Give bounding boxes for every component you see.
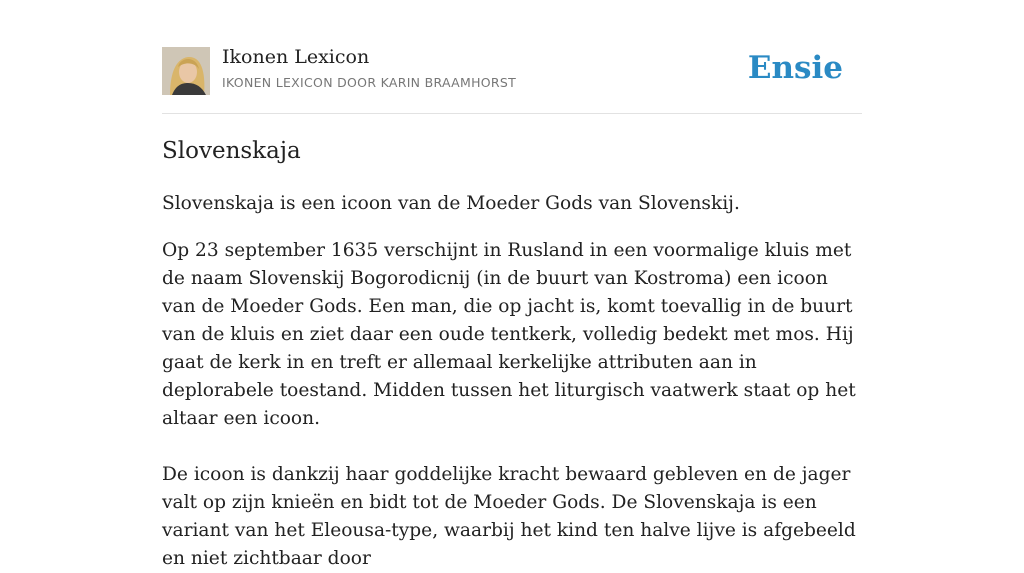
article-page	[162, 0, 862, 569]
author-avatar[interactable]	[162, 47, 210, 95]
author-subtitle[interactable]: IKONEN LEXICON DOOR KARIN BRAAMHORST	[222, 75, 517, 90]
article-header	[162, 0, 862, 114]
article-body	[162, 190, 862, 573]
author-portrait-icon	[162, 47, 210, 95]
ensie-logo[interactable]: Ensie	[747, 50, 843, 86]
article-title: Slovenskaja	[162, 138, 301, 164]
article-paragraph: De icoon is dankzij haar goddelijke kracht bewaard gebleven en de jager valt op zijn knieën en bidt tot de Moeder Gods. De Slovenskaja is een variant van het Eleousa-type, waarbij het kind ten halve lijve is afgebeeld en niet zichtbaar door	[162, 464, 856, 569]
article-lede: Slovenskaja is een icoon van de Moeder Gods van Slovenskij.	[162, 193, 740, 214]
paragraph-spacer	[162, 433, 862, 461]
author-name[interactable]: Ikonen Lexicon	[222, 46, 370, 68]
article-paragraph: Op 23 september 1635 verschijnt in Rusland in een voormalige kluis met de naam Slovenskij Bogorodicnij (in de buurt van Kostroma) een icoon van de Moeder Gods. Een man, die op jacht is, komt toevallig in de buurt van de kluis en ziet daar een oude tentkerk, volledig bedekt met mos. Hij gaat de kerk in en treft er allemaal kerkelijke attributen aan in deplorabele toestand. Midden tussen het liturgisch vaatwerk staat op het altaar een icoon.	[162, 240, 856, 429]
